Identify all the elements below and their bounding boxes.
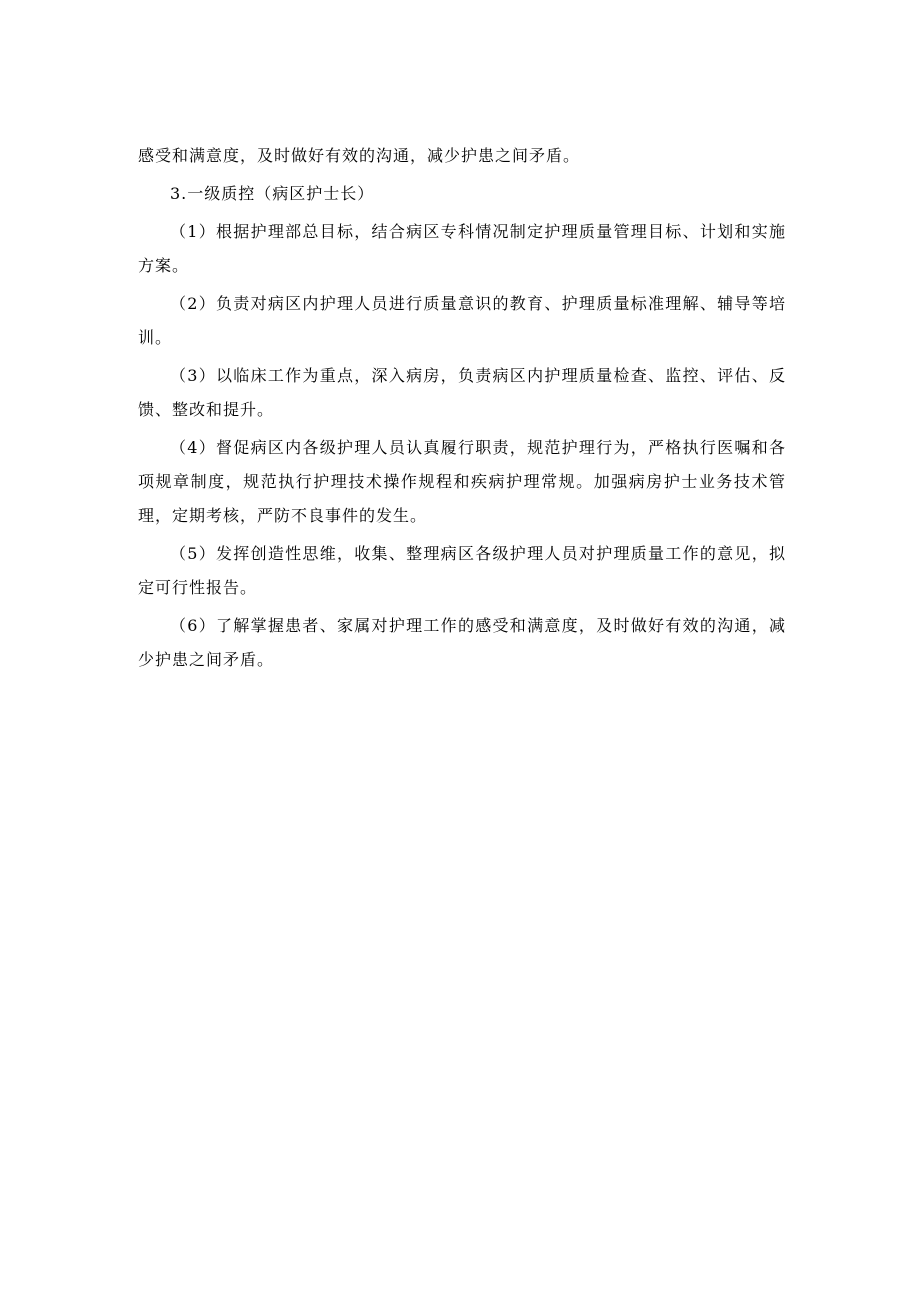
paragraph-item-4: （4）督促病区内各级护理人员认真履行职责，规范护理行为，严格执行医嘱和各项规章制度，规范执行护理技术操作规程和疾病护理常规。加强病房护士业务技术管理，定期考核，严防不良事件的发生。 <box>138 438 786 525</box>
paragraph-item-3: （3）以临床工作为重点，深入病房，负责病区内护理质量检查、监控、评估、反馈、整改和提升。 <box>138 366 786 419</box>
paragraph-item-6: （6）了解掌握患者、家属对护理工作的感受和满意度，及时做好有效的沟通，减少护患之间矛盾。 <box>138 616 786 669</box>
paragraph-continuation: 感受和满意度，及时做好有效的沟通，减少护患之间矛盾。 <box>138 146 581 165</box>
paragraph-item-2: （2）负责对病区内护理人员进行质量意识的教育、护理质量标准理解、辅导等培训。 <box>138 294 786 347</box>
document-body <box>138 139 786 681</box>
section-heading: 3.一级质控（病区护士长） <box>170 184 375 203</box>
paragraph-item-1: （1）根据护理部总目标，结合病区专科情况制定护理质量管理目标、计划和实施方案。 <box>138 222 786 275</box>
paragraph-item-5: （5）发挥创造性思维，收集、整理病区各级护理人员对护理质量工作的意见，拟定可行性报告。 <box>138 544 786 597</box>
